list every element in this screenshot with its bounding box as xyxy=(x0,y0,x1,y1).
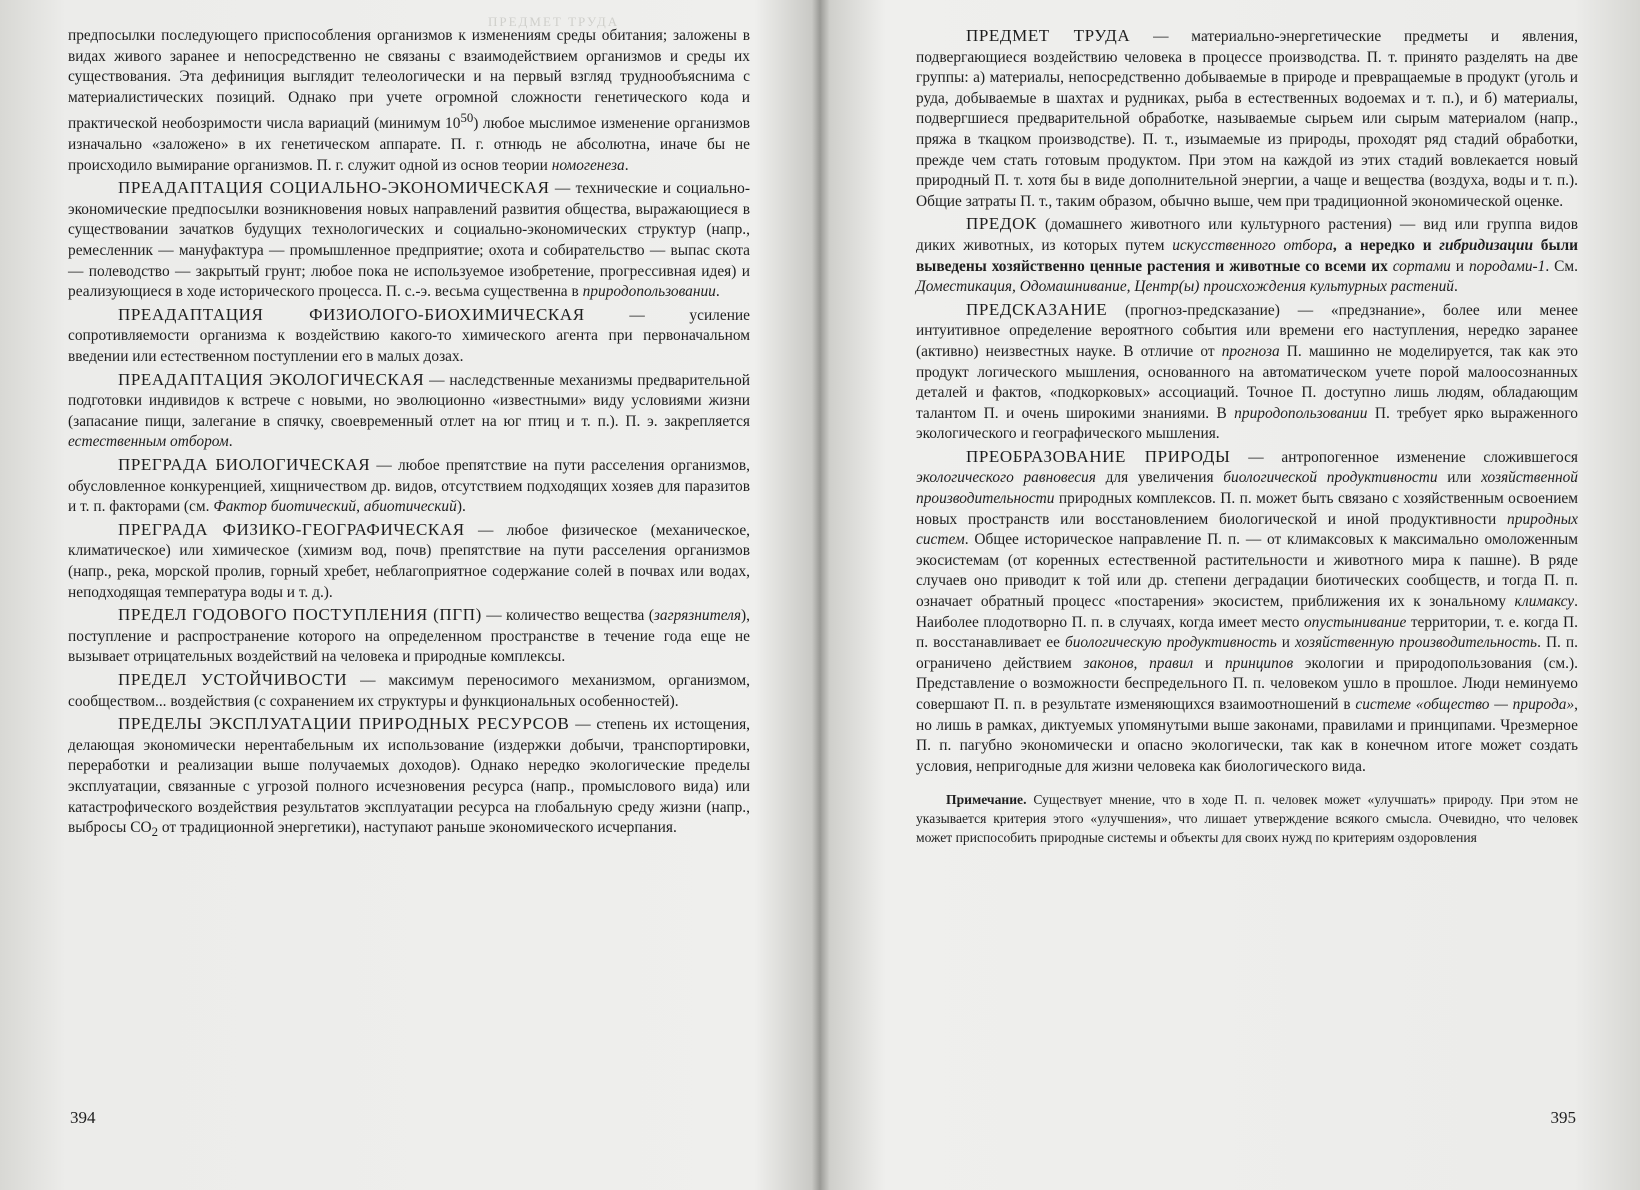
entry-heading: ПРЕДМЕТ ТРУДА xyxy=(966,26,1131,45)
entry-tail: ). xyxy=(456,498,466,516)
entry-heading: ПРЕОБРАЗОВАНИЕ ПРИРОДЫ xyxy=(966,446,1231,466)
entry-text: — материально-энергетические предметы и явления, подвергающиеся воздействию человека в процессе производства. П. т. принято разделять на две группы: а) материалы, непосредственно добываемые в природе и превращаемые в продукт (уголь и руда, добываемые в шахтах и рудниках, рыба в естественных водоемах и т. п.), и б) материалы, подвергшиеся предварительной обработке, называемые сырьем или сырым материалом (напр., пряжа в ткацком производстве). П. т., изымаемые из природы, проходят ряд стадий обработки, прежде чем стать готовым продуктом. При этом на каждой из этих стадий вовлекается новый природный П. т. хотя бы в виде дополнительной энергии, а чаще и вещества (воздуха, воды и т. п.). Общие затраты П. т., таким образом, обычно выше, чем при традиционной экономической оценке. xyxy=(916,28,1578,210)
continuation-text-2: ) любое мыслимое изменение организмов изначально «заложено» в их генетическом аппарате. П. г. отнюдь не абсолютна, иначе бы не происходило вымирание организмов. П. г. служит одной из основ теории xyxy=(68,115,750,174)
entry-text: . Наиболее плодотворно П. п. в случаях, когда имеет место xyxy=(916,593,1578,631)
continuation-text: предпосылки последующего приспособления организмов к изменениям среды обитания; заложены в видах живого заранее и непосредственно не связаны с взаимодействием организмов и среды их существования. Эта дефиниция выглядит телеологически и на первый взгляд труднообъяснима с материалистических позиций. Однако при учете огромной сложности генетического кода и практической необозримости числа вариаций (минимум 10 xyxy=(68,27,750,133)
entry-text: — степень их истощения, делающая экономически нерентабельным их использование (издержки добычи, транспортировки, переработки и реализации выше получаемых доходов). Однако нередко экологические пределы эксплуатации, связанные с угрозой полного исчезновения ресурса (напр., промыслового вида) или катастрофического воздействия результатов эксплуатации ресурса на глобальную среду жизни (напр., выбросы CO xyxy=(68,716,751,837)
cross-reference: принципов xyxy=(1224,654,1294,672)
entry-heading: ПРЕГРАДА БИОЛОГИЧЕСКАЯ xyxy=(118,455,371,474)
cross-reference: сортами xyxy=(1392,257,1451,275)
entry-heading: ПРЕАДАПТАЦИЯ ЭКОЛОГИЧЕСКАЯ xyxy=(118,369,425,389)
cross-reference: экологического равновесия xyxy=(916,469,1096,487)
entry-text: . См. xyxy=(1545,257,1578,275)
entry-stability-limit xyxy=(68,670,750,712)
entry-text: или xyxy=(1437,469,1482,487)
cross-reference: номогенеза xyxy=(551,156,625,174)
cross-reference: системе «общество — природа» xyxy=(1355,696,1575,713)
cross-reference: естественным отбором xyxy=(68,433,229,451)
entry-text: , но лишь в рамках, диктуемых упомянутыми выше законами, правилами и принципами. Чрезмерное П. п. пагубно экономически и опасно экологически, так как в конечном итоге может создать условия, непригодные для жизни человека как биологического вида. xyxy=(916,696,1578,775)
entry-tail: . xyxy=(715,283,720,301)
cross-reference: законов, правил xyxy=(1083,654,1194,672)
cross-reference: природных систем xyxy=(916,510,1578,549)
note-text: Существует мнение, что в ходе П. п. человек может «улучшать» природу. При этом не указывается критерия этого «улучшения», что лишает утверждение всякого смысла. Очевидно, что человек может приспособить природные системы и объекты для своих нужд по критериям оздоровления xyxy=(916,792,1578,845)
cross-reference: природопользовании xyxy=(582,283,716,301)
entry-text: и xyxy=(1276,634,1296,652)
cross-reference: биологическую продуктивность xyxy=(1064,634,1277,652)
entry-text: — наследственные механизмы предварительной подготовки индивидов к встрече с новыми, но эволюционно «известными» виду условиями жизни (запасание пищи, залегание в спячку, своевременный отлет на юг птиц и т. п.). П. э. закрепляется xyxy=(68,371,750,430)
cross-reference: природопользовании xyxy=(1234,404,1368,422)
cross-reference: хозяйственной производительности xyxy=(916,469,1578,508)
entry-heading: ПРЕДСКАЗАНИЕ xyxy=(966,299,1108,319)
entry-tail: . xyxy=(1454,278,1458,296)
entry-text: — максимум переносимого механизмом, организмом, сообществом... воздействия (с сохранением их структуры и функциональных особенностей). xyxy=(68,671,750,710)
cross-reference: климаксу xyxy=(1514,593,1575,611)
entry-text: (домашнего животного или культурного растения) — вид или группа видов диких животных, из которых путем xyxy=(916,216,1578,254)
entry-heading: ПРЕДЕЛ УСТОЙЧИВОСТИ xyxy=(118,669,348,689)
cross-reference: хозяйственную производительность xyxy=(1295,634,1538,652)
entry-text: , а нередко и xyxy=(1332,236,1440,254)
entry-preadaptation-ecological xyxy=(68,370,750,453)
entry-text: — любое препятствие на пути расселения организмов, обусловленное конкуренцией, хищничеством др. видов, отсутствием подходящих хозяев для паразитов и т. п. факторами (см. xyxy=(68,457,750,516)
cross-reference: загрязнителя xyxy=(653,607,742,625)
entry-text: . Общее историческое направление П. п. — от климаксовых к максимально омоложенным экосистемам (от коренных естественной растительности и животного мира к пашне). В ряде случаев оно приводит к той или др. степени деградации биотических сообществ, и тогда П. п. означает обратный процесс «постарения» экосистем, приближения их к зональному xyxy=(916,531,1578,611)
cross-reference: породами-1 xyxy=(1468,257,1546,275)
entry-text: (прогноз-предсказание) — «предзнание», более или менее интуитивное определение вероятного события или времени его наступления, нередко заранее (активно) неизвестных науке. В отличие от xyxy=(916,301,1578,360)
cross-reference: прогноза xyxy=(1221,342,1280,360)
entry-text: П. требует ярко выраженного экологического и географического мышления. xyxy=(916,404,1578,443)
right-page xyxy=(820,0,1640,1190)
entry-barrier-biological xyxy=(68,455,750,518)
note-paragraph xyxy=(916,791,1578,847)
entry-text: для увеличения xyxy=(1095,469,1224,487)
entry-text: были выведены хозяйственно ценные растения и животные со всеми их xyxy=(916,236,1578,275)
entry-heading: ПРЕДЕЛЫ ЭКСПЛУАТАЦИИ ПРИРОДНЫХ РЕСУРСОВ xyxy=(118,714,570,734)
entry-preadaptation-socio-economic xyxy=(68,178,750,303)
subscript: 2 xyxy=(151,825,159,840)
entry-text: территории, т. е. когда П. п. восстанавливает ее xyxy=(916,613,1579,652)
cross-reference: Фактор биотический, абиотический xyxy=(213,498,457,516)
cross-reference: искусственного отбора xyxy=(1172,236,1333,254)
entry-preadaptation-physiological xyxy=(68,305,750,368)
entry-prediction xyxy=(916,300,1578,445)
cross-reference: гибридизации xyxy=(1439,236,1534,254)
note-label: Примечание. xyxy=(946,792,1027,808)
entry-text: — усиление сопротивляемости организма к воздействию какого-то химического агента при первоначальном введении или естественном поступлении его в малых дозах. xyxy=(68,306,750,366)
entry-text: и xyxy=(1193,654,1225,672)
entry-tail: от традиционной энергетики), наступают раньше экономического исчерпания. xyxy=(158,819,677,837)
entry-text: природных комплексов. П. п. может быть связано с хозяйственным освоением новых пространств или восстановлением биологической и иной продуктивности xyxy=(916,490,1578,528)
entry-text: экологии и природопользования (см.). Представление о возможности беспредельного П. п. человеком ушло в прошлое. Люди неминуемо совершают П. п. в результате изменяющихся взаимоотношений в xyxy=(916,654,1578,713)
page-number-left: 394 xyxy=(70,1108,96,1127)
entry-text: — антропогенное изменение сложившегося xyxy=(1230,448,1578,466)
entry-ancestor xyxy=(916,214,1578,297)
cross-reference: опустынивание xyxy=(1303,613,1407,631)
entry-text: — технические и социально-экономические предпосылки возникновения новых направлений развития общества, выражающиеся в существовании зачатков будущих технологических и социально-экономических структур (напр., ремесленник — мануфактура — промышленное предприятие; охота и собирательство — выпас скота — полеводство — закрытый грунт; любое пока не используемое изобретение, прогрессивная идея) и реализующиеся в ходе исторического процесса. П. с.-э. весьма существенна в xyxy=(68,180,750,301)
entry-text: и xyxy=(1450,257,1469,275)
entry-text: — любое физическое (механическое, климатическое) или химическое (химизм вод, почв) препятствие на пути расселения организмов (напр., река, морской пролив, горный хребет, неблагоприятное содержание солей в почвах или водах, неподходящая температура воды и т. д.). xyxy=(68,521,751,601)
entry-barrier-physico-geographical xyxy=(68,520,750,603)
show-through-heading: ПРЕДМЕТ ТРУДА xyxy=(488,14,620,29)
cross-reference: Доместикация, Одомашнивание, Центр(ы) происхождения культурных растений xyxy=(916,278,1454,296)
page-number-right: 395 xyxy=(1550,1108,1576,1127)
entry-tail: ), поступление и распространение которого на определенном пространстве в течение года еще не вызывает отрицательных воздействий на человека и природные комплексы. xyxy=(68,607,750,666)
entry-heading: ПРЕАДАПТАЦИЯ СОЦИАЛЬНО-ЭКОНОМИЧЕСКАЯ xyxy=(118,178,550,198)
entry-heading: ПРЕДЕЛ ГОДОВОГО ПОСТУПЛЕНИЯ (ПГП) xyxy=(118,605,482,625)
entry-heading: ПРЕГРАДА ФИЗИКО-ГЕОГРАФИЧЕСКАЯ xyxy=(118,519,465,539)
entry-resource-exploitation-limits xyxy=(68,714,750,843)
entry-heading: ПРЕДОК xyxy=(966,214,1037,234)
entry-nature-transformation xyxy=(916,447,1578,778)
entry-object-of-labour xyxy=(916,26,1578,212)
continuation-paragraph: предпосылки последующего приспособления организмов к изменениям среды обитания; заложены в видах живого заранее и непосредственно не связаны с взаимодействием организмов и среды их существования. Эта дефиниция выглядит телеологически и на первый взгляд труднообъяснима с материалистических позиций. Однако при учете огромной сложности генетического кода и практической необозримости числа вариаций (минимум $10^{50}$) любое мыслимое изменение организмов изначально «заложено» в их генетическом аппарате. П. г. отнюдь не абсолютна, иначе бы не происходило вымирание организмов. П. г. служит одной из основ теории номогенеза. xyxy=(68,27,750,174)
entry-heading: ПРЕАДАПТАЦИЯ ФИЗИОЛОГО-БИОХИМИЧЕСКАЯ xyxy=(118,304,585,324)
cross-reference: биологической продуктивности xyxy=(1223,469,1438,487)
entry-tail: . xyxy=(228,433,233,451)
entry-text: . П. п. ограничено действием xyxy=(916,634,1579,672)
entry-text: П. машинно не моделируется, так как это продукт логического мышления, основанного на автоматическом учете порой малоосознанных деталей и фактов, «подкорковых» ассоциаций. Точное П. доступно лишь людям, обладающим талантом П. и очень широкими знаниями. В xyxy=(916,342,1578,422)
entry-annual-intake-limit xyxy=(68,605,750,668)
exponent: 50 xyxy=(460,111,474,126)
entry-text: — количество вещества ( xyxy=(481,607,654,625)
